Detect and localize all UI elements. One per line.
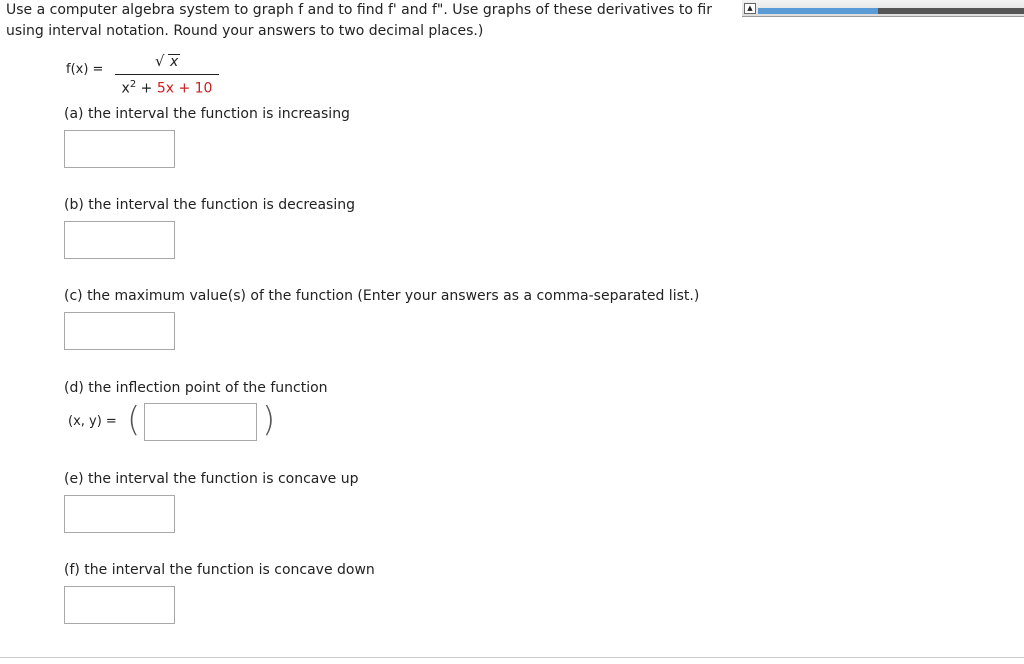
sqrt-icon: √ xyxy=(155,52,165,70)
answer-d-input[interactable] xyxy=(144,403,257,441)
question-f-label: (f) the interval the function is concave down xyxy=(64,562,375,578)
denominator-exponent: 2 xyxy=(129,79,137,90)
instructions-line-1: Use a computer algebra system to graph f and to find f' and f". Use graphs of these derivatives to fir xyxy=(6,2,712,18)
bottom-divider xyxy=(0,657,1024,658)
answer-e-input[interactable] xyxy=(64,495,175,533)
overlay-dark-segment xyxy=(878,8,1024,14)
question-c-label: (c) the maximum value(s) of the function (Enter your answers as a comma-separated list.) xyxy=(64,288,700,304)
answer-a-input[interactable] xyxy=(64,130,175,168)
overlay-toolbar[interactable] xyxy=(742,0,1024,17)
answer-f-input[interactable] xyxy=(64,586,175,624)
instructions-line-2: using interval notation. Round your answers to two decimal places.) xyxy=(6,23,484,39)
question-a-label: (a) the interval the function is increasing xyxy=(64,106,350,122)
question-e-label: (e) the interval the function is concave up xyxy=(64,471,359,487)
numerator-variable: x xyxy=(170,54,179,70)
close-paren: ) xyxy=(262,400,276,440)
answer-c-input[interactable] xyxy=(64,312,175,350)
denominator-plus: + xyxy=(136,80,157,97)
function-lhs: f(x) = xyxy=(66,62,104,77)
inflection-point-label: (x, y) = xyxy=(68,414,117,429)
answer-b-input[interactable] xyxy=(64,221,175,259)
denominator-x: x xyxy=(121,80,130,97)
function-fraction xyxy=(115,50,219,97)
open-paren: ( xyxy=(127,400,141,440)
overlay-progress-segment xyxy=(758,8,878,14)
denominator xyxy=(115,75,219,97)
question-b-label: (b) the interval the function is decreasing xyxy=(64,197,355,213)
question-d-label: (d) the inflection point of the function xyxy=(64,380,328,396)
numerator xyxy=(115,50,219,72)
chevron-up-icon[interactable]: ▲ xyxy=(744,3,756,14)
denominator-highlight: 5x + 10 xyxy=(156,80,213,97)
